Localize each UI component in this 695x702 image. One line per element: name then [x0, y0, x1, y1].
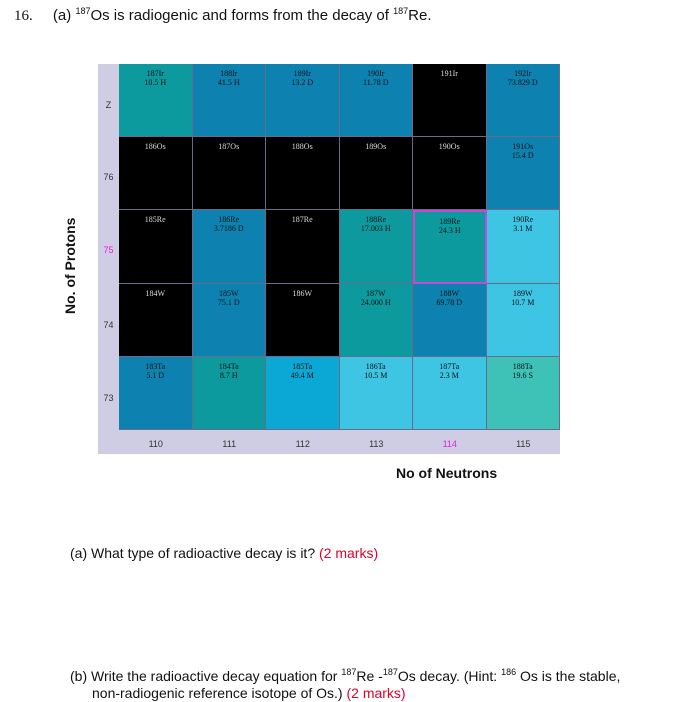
- nuclide-half-life: 11.78 D: [363, 78, 389, 87]
- nuclide-cell-186Os: [119, 137, 193, 210]
- y-tick-label: 73: [103, 393, 114, 403]
- nuclide-half-life: 10.7 M: [511, 297, 535, 307]
- nuclide-name: 184W: [145, 288, 166, 298]
- nuclide-cell-188W: [413, 284, 487, 357]
- nuclide-chart-grid: [119, 64, 560, 430]
- nuclide-cell-186W: [266, 284, 340, 357]
- nuclide-name: 191Os: [512, 142, 534, 152]
- part-a-text: (a) What type of radioactive decay is it?: [70, 545, 316, 561]
- nuclide-name: 188W: [439, 288, 460, 298]
- nuclide-half-life: 24.000 H: [360, 297, 391, 307]
- nuclide-name: 187Re: [291, 215, 313, 225]
- nuclide-cell-191Os: [487, 137, 561, 210]
- part-b-line-2: non-radiogenic reference isotope of Os.): [92, 685, 343, 701]
- nuclide-cell-186Ta: [340, 357, 414, 430]
- nuclide-half-life: 10.5 M: [364, 370, 388, 380]
- nuclide-cell-189Re: [413, 210, 487, 283]
- part-label: (a): [52, 7, 72, 24]
- nuclide-half-life: 19.6 S: [512, 370, 533, 380]
- nuclide-cell-188Ir: [193, 64, 267, 137]
- part-b-text-1: (b) Write the radioactive decay equation for: [70, 668, 338, 684]
- nuclide-cell-187Os: [193, 137, 267, 210]
- nuclide-name: 185Re: [144, 215, 166, 225]
- nuclide-cell-185W: [193, 284, 267, 357]
- x-tick-label: 112: [295, 439, 310, 449]
- nuclide-half-life: 10.5 H: [144, 78, 167, 87]
- nuclide-name: 185W: [218, 288, 239, 298]
- nuclide-cell-187Re: [266, 210, 340, 283]
- nuclide-half-life: 69.78 D: [436, 297, 463, 307]
- nuclide-half-life: 73.829 D: [507, 78, 538, 87]
- question-number: 16.: [14, 8, 33, 24]
- nuclide-name: 187Os: [218, 142, 240, 152]
- x-tick-label: 114: [442, 439, 457, 449]
- nuclide-name: 187W: [365, 288, 386, 298]
- x-tick-label: 111: [222, 439, 237, 449]
- part-b-marks: (2 marks): [346, 685, 406, 701]
- nuclide-name: 187Ta: [439, 361, 460, 371]
- nuclide-cell-187Ta: [413, 357, 487, 430]
- nuclide-cell-184W: [119, 284, 193, 357]
- nuclide-half-life: 15.4 D: [511, 151, 534, 161]
- nuclide-name: 188Re: [365, 215, 387, 225]
- part-a-question: [70, 545, 378, 561]
- nuclide-cell-187W: [340, 284, 414, 357]
- superscript-mass: 187: [341, 667, 357, 677]
- nuclide-half-life: 5.1 D: [146, 370, 165, 380]
- nuclide-half-life: 3.1 M: [513, 224, 533, 234]
- nuclide-name: 186Re: [218, 215, 240, 225]
- nuclide-half-life: 2.3 M: [439, 370, 459, 380]
- nuclide-cell-188Ta: [487, 357, 561, 430]
- nuclide-name: 189Ir: [293, 69, 311, 78]
- nuclide-cell-190Re: [487, 210, 561, 283]
- part-b-text-4: Os is the stable,: [519, 668, 621, 684]
- y-tick-label: Z: [105, 100, 112, 110]
- nuclide-name: 189Re: [439, 217, 461, 227]
- y-tick-label: 74: [103, 320, 114, 330]
- question-header: [14, 6, 432, 25]
- nuclide-cell-183Ta: [119, 357, 193, 430]
- nuclide-name: 190Re: [512, 215, 534, 225]
- nuclide-name: 190Os: [438, 142, 460, 152]
- y-tick-label: 76: [103, 172, 114, 182]
- nuclide-half-life: 41.5 H: [217, 78, 240, 87]
- nuclide-name: 184Ta: [218, 361, 239, 371]
- nuclide-name: 185Ta: [292, 361, 313, 371]
- nuclide-name: 188Ir: [220, 69, 238, 78]
- nuclide-name: 187Ir: [146, 69, 164, 78]
- x-tick-label: 115: [516, 439, 531, 449]
- intro-text-end: Re.: [408, 7, 432, 24]
- nuclide-name: 186W: [292, 288, 313, 298]
- nuclide-cell-190Os: [413, 137, 487, 210]
- nuclide-cell-189Os: [340, 137, 414, 210]
- nuclide-half-life: 3.7186 D: [213, 224, 244, 234]
- nuclide-half-life: 17.003 H: [360, 224, 391, 234]
- part-b-question: [70, 664, 680, 702]
- x-tick-label: 110: [148, 439, 163, 449]
- part-b-text-2: Re -: [356, 668, 383, 684]
- nuclide-cell-192Ir: [487, 64, 561, 137]
- nuclide-cell-188Re: [340, 210, 414, 283]
- x-tick-label: 113: [369, 439, 384, 449]
- nuclide-name: 192Ir: [514, 69, 532, 78]
- nuclide-cell-191Ir: [413, 64, 487, 137]
- nuclide-cell-190Ir: [340, 64, 414, 137]
- part-b-text-3: Os decay. (Hint:: [397, 668, 498, 684]
- part-a-marks: (2 marks): [319, 545, 379, 561]
- nuclide-name: 189Os: [365, 142, 387, 152]
- y-axis-title: No. of Protons: [62, 217, 78, 314]
- nuclide-half-life: 75.1 D: [217, 297, 240, 307]
- nuclide-name: 188Ta: [512, 361, 533, 371]
- nuclide-half-life: 8.7 H: [219, 370, 238, 380]
- nuclide-half-life: 13.2 D: [291, 78, 314, 87]
- superscript-mass: 187: [393, 6, 409, 16]
- nuclide-cell-188Os: [266, 137, 340, 210]
- nuclide-cell-184Ta: [193, 357, 267, 430]
- nuclide-name: 191Ir: [440, 69, 458, 78]
- nuclide-name: 188Os: [291, 142, 313, 152]
- nuclide-cell-186Re: [193, 210, 267, 283]
- x-axis-title: No of Neutrons: [396, 465, 498, 481]
- nuclide-half-life: 49.4 M: [290, 370, 314, 380]
- superscript-mass: 187: [75, 6, 91, 16]
- nuclide-name: 190Ir: [367, 69, 385, 78]
- y-tick-label: 75: [103, 245, 114, 255]
- superscript-mass: 186: [501, 667, 517, 677]
- nuclide-name: 189W: [512, 288, 533, 298]
- nuclide-cell-185Re: [119, 210, 193, 283]
- nuclide-cell-189Ir: [266, 64, 340, 137]
- nuclide-cell-185Ta: [266, 357, 340, 430]
- intro-text: Os is radiogenic and forms from the decay of: [90, 7, 389, 24]
- nuclide-name: 186Os: [144, 142, 166, 152]
- nuclide-name: 183Ta: [145, 361, 166, 371]
- superscript-mass: 187: [382, 667, 398, 677]
- nuclide-name: 186Ta: [365, 361, 386, 371]
- nuclide-cell-189W: [487, 284, 561, 357]
- nuclide-half-life: 24.3 H: [438, 226, 461, 236]
- nuclide-cell-187Ir: [119, 64, 193, 137]
